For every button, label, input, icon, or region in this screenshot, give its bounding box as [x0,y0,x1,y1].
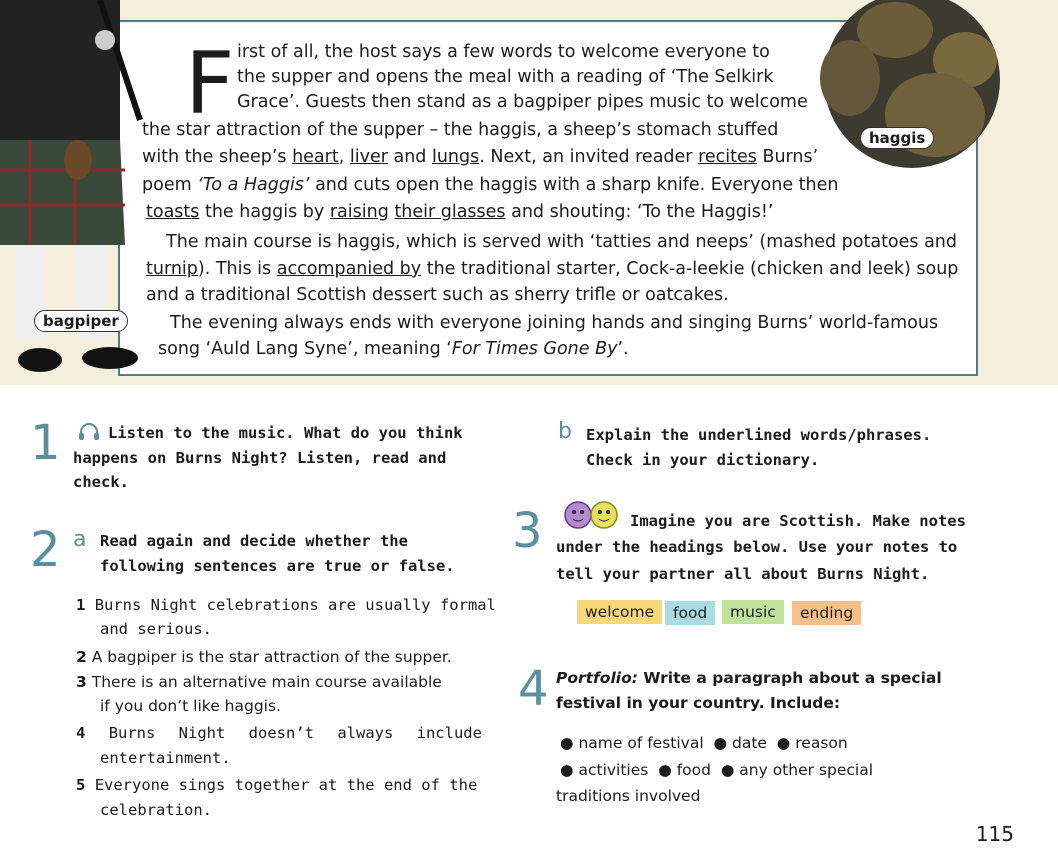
passage-line-9: turnip). This is accompanied by the traditional starter, Cock-a-leekie (chicken and leek) soup [146,259,959,279]
passage-line-2: the supper and opens the meal with a reading of ‘The Selkirk [237,67,774,87]
exercise-4-line-1: Portfolio: Write a paragraph about a special [556,669,942,687]
passage-line-12: song ‘Auld Lang Syne’, meaning ‘For Times Gone By’. [158,339,629,359]
passage-line-1: irst of all, the host says a few words to welcome everyone to [237,42,770,62]
exercise-1-line-3: check. [73,473,129,491]
exercise-4-line-2: festival in your country. Include: [556,694,841,712]
passage-line-10: and a traditional Scottish dessert such as sherry trifle or oatcakes. [146,285,729,305]
passage-line-4: the star attraction of the supper – the haggis, a sheep’s stomach stuffed [142,120,779,140]
bagpiper-label: bagpiper [34,310,128,332]
passage-line-5: with the sheep’s heart, liver and lungs. Next, an invited reader recites Burns’ [142,147,819,167]
chip-music: music [722,600,784,624]
passage-line-11: The evening always ends with everyone joining hands and singing Burns’ world-famous [170,313,939,333]
exercise-2-number: 2 [30,522,61,578]
bullet-row-2: ● activities ● food ● any other special [560,761,874,779]
passage-line-7: toasts the haggis by raising their glasses and shouting: ‘To the Haggis!’ [146,202,774,222]
headphones-icon[interactable] [78,422,100,442]
statement-5-cont: celebration. [100,801,212,819]
haggis-label: haggis [860,127,934,149]
passage-line-6: poem ‘To a Haggis’ and cuts open the haggis with a sharp knife. Everyone then [142,175,839,195]
statement-3-cont: if you don’t like haggis. [100,697,281,715]
chip-welcome: welcome [577,600,662,624]
reading-box-top-border [118,20,858,22]
bullet-row-1: ● name of festival ● date ● reason [560,734,848,752]
exercise-4-number: 4 [518,661,549,717]
exercise-1-line-1: Listen to the music. What do you think [108,424,463,442]
page-number: 115 [975,822,1014,846]
exercise-2b-letter: b [558,419,572,444]
statement-5: 5 Everyone sings together at the end of the [76,776,478,794]
exercise-2b-line-2: Check in your dictionary. [586,451,820,469]
statement-2: 2 A bagpiper is the star attraction of the supper. [76,648,452,666]
chip-ending: ending [792,601,861,625]
statement-1-cont: and serious. [100,620,212,638]
exercise-1-line-2: happens on Burns Night? Listen, read and [73,449,447,467]
chip-food: food [665,601,715,625]
statement-4-cont: entertainment. [100,749,231,767]
exercise-2a-line-2: following sentences are true or false. [100,557,455,575]
exercise-2a-line-1: Read again and decide whether the [100,532,408,550]
statement-4: 4 Burns Night doesn’t always include [76,724,482,742]
pair-work-icon [560,500,622,530]
bullet-row-3: traditions involved [556,787,701,805]
exercise-3-number: 3 [512,503,543,559]
exercise-2a-letter: a [73,527,87,552]
exercise-3-line-2: under the headings below. Use your notes to [556,538,958,556]
exercise-1-number: 1 [30,415,61,471]
statement-3: 3 There is an alternative main course available [76,673,442,691]
exercise-3-line-1: Imagine you are Scottish. Make notes [630,512,966,530]
drop-cap: F [185,34,235,134]
passage-line-3: Grace’. Guests then stand as a bagpiper pipes music to welcome [237,92,808,112]
exercise-2b-line-1: Explain the underlined words/phrases. [586,426,932,444]
exercise-3-line-3: tell your partner all about Burns Night. [556,565,930,583]
statement-1: 1 Burns Night celebrations are usually formal [76,596,496,614]
passage-line-8: The main course is haggis, which is served with ‘tatties and neeps’ (mashed potatoes and [166,232,958,252]
